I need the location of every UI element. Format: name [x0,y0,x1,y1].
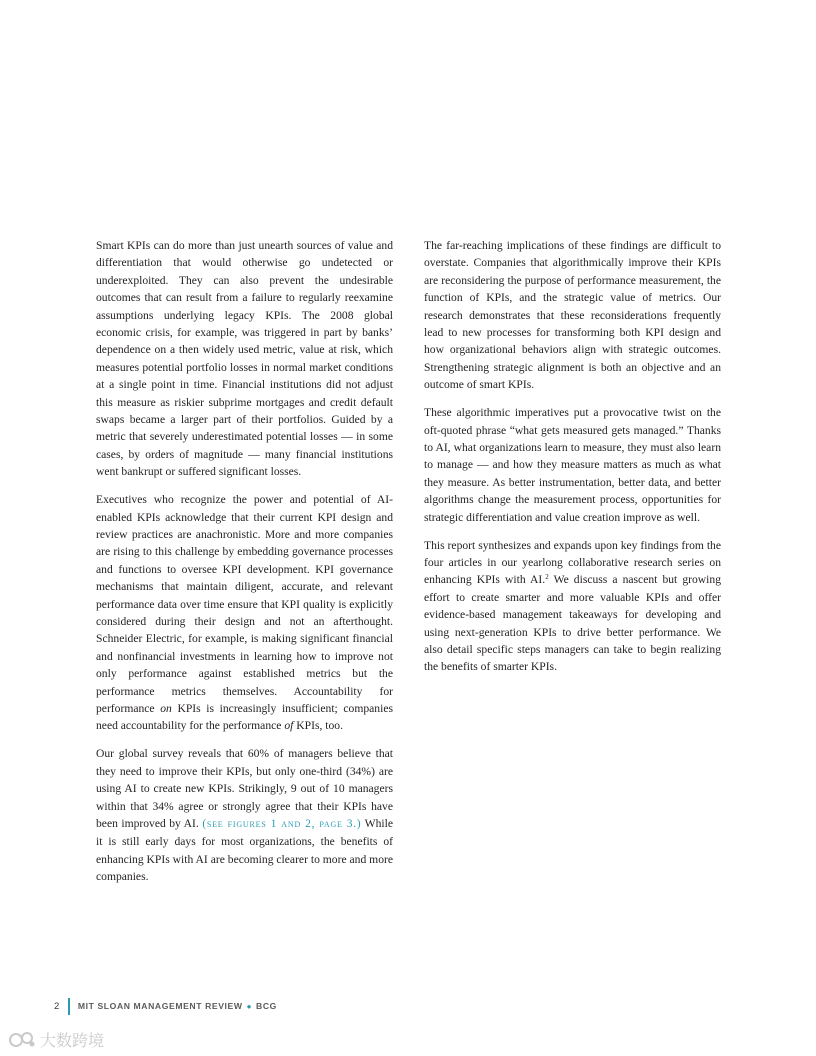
paragraph: Smart KPIs can do more than just unearth sources of value and differentiation that would otherwise go undetected or underexploited. They can also prevent the undesirable outcomes that can result from a failure to regularly reexamine assumptions underlying legacy KPIs. The 2008 global economic crisis, for example, was triggered in part by banks’ dependence on a then widely used metric, value at risk, which measures potential portfolio losses in normal market conditions at a single point in time. Financial institutions did not adjust this measure as riskier subprime mortgages and credit default swaps became a larger part of their portfolios. Guided by a metric that severely underestimated potential losses — in some cases, by orders of magnitude — many financial institutions went bankrupt or suffered significant losses. [96,239,393,479]
watermark-text: 大数跨境 [40,1031,105,1050]
page-number: 2 [54,1000,60,1012]
text-span: KPIs is increasingly insufficient; companies need accountability for the performance [96,702,393,733]
publication-name: MIT SLOAN MANAGEMENT REVIEW [77,1001,243,1011]
text-span: Our global survey reveals that 60% of managers believe that they need to improve their KPIs, but only one-third (34%) are using AI to create new KPIs. Strikingly, 9 out of 10 managers within that 34% agree or strongly agree that their KPIs have been improved by AI. [96,747,393,830]
paragraph [96,745,393,885]
paragraph: The far-reaching implications of these findings are difficult to overstate. Companies that algorithmically improve their KPIs are reconsidering the purpose of performance measurement, the function of KPIs, and the strategic value of metrics. Our research demonstrates that these reconsiderations frequently lead to new processes for transforming both KPI design and how organizational behaviors align with strategic outcomes. Strengthening strategic alignment is both an objective and an outcome of smart KPIs. [424,239,721,392]
watermark [8,1028,104,1051]
right-column [424,237,721,686]
page-footer [54,997,277,1015]
text-span: We discuss a nascent but growing effort to create smarter and more valuable KPIs and offer evidence-based management takeaways for developing and using next-generation KPIs to drive better performance. We also detail specific steps managers can take to begin realizing the benefits of smarter KPIs. [424,573,721,674]
text-span: Executives who recognize the power and potential of AI-enabled KPIs acknowledge that their current KPI design and review practices are anachronistic. More and more companies are rising to this challenge by embedding governance processes and functions to oversee KPI development. KPI governance mechanisms that maintain diligent, accurate, and relevant performance data over time ensure that KPI quality is explicitly considered during their design and not an afterthought. Schneider Electric, for example, is making significant financial and nonfinancial investments in learning how to improve not only performance against established metrics but the performance metrics themselves. Accountability for performance [96,493,393,716]
separator-dot-icon: ● [246,1001,253,1011]
text-span: While it is still early days for most organizations, the benefits of enhancing KPIs with AI are becoming clearer to more and more companies. [96,817,393,884]
text-span: This report synthesizes and expands upon key findings from the four articles in our yearlong collaborative research series on enhancing KPIs with AI. [424,538,721,587]
footnote-marker[interactable]: 2 [545,573,549,582]
figure-reference-link[interactable]: (see figures 1 and 2, page 3.) [202,818,362,830]
paragraph: These algorithmic imperatives put a provocative twist on the oft-quoted phrase “what gets measured gets managed.” Thanks to AI, what organizations learn to measure, they must also learn to manage — and how they measure matters as much as what they measure. As better instrumentation, better data, and better algorithms change the measurement process, opportunities for strategic differentiation and value creation improve as well. [424,406,721,524]
paragraph [424,537,721,676]
text-span: KPIs, too. [296,719,343,733]
watermark-logo-icon [8,1030,36,1050]
left-column [96,237,393,896]
emphasis-on: on [160,702,172,716]
emphasis-of: of [284,719,294,733]
paragraph [96,491,393,735]
footer-divider [68,998,70,1015]
partner-name: BCG [256,1001,277,1011]
